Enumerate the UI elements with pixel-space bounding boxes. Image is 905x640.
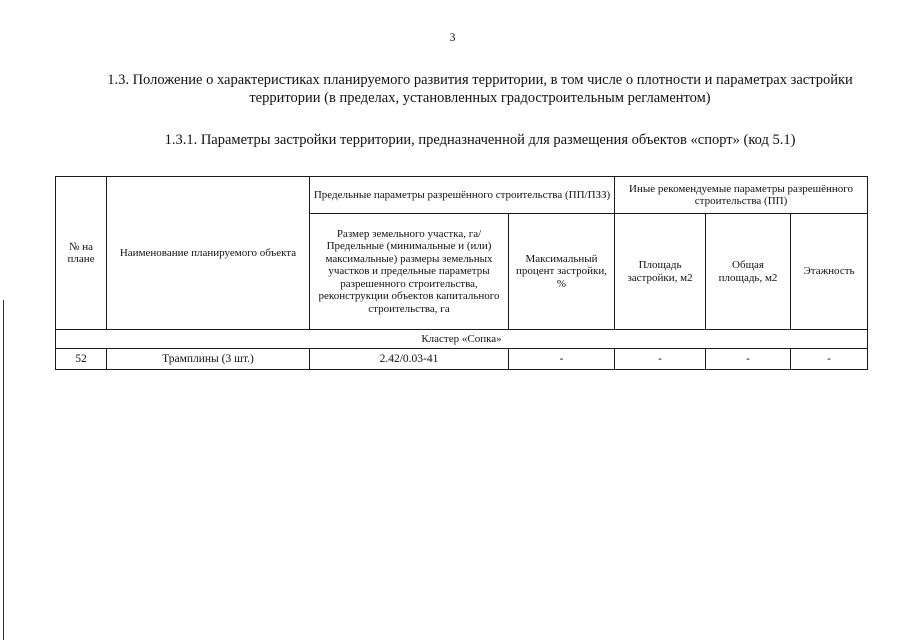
cell-plan-no: 52: [56, 349, 107, 370]
cluster-label: Кластер «Сопка»: [56, 330, 868, 349]
page-number: 3: [449, 30, 456, 44]
header-plan-no: № на плане: [56, 177, 107, 330]
cell-floors: -: [791, 349, 868, 370]
parameters-table: [55, 176, 868, 370]
cell-land-size: 2.42/0.03-41: [310, 349, 509, 370]
header-land-size: Размер земельного участка, га/ Предельные (минимальные и (или) максимальные) размеры земельных участков и предельные параметры разрешенного строительства, реконструкции объектов капитального строительства, га: [310, 214, 509, 330]
section-heading: 1.3. Положение о характеристиках планируемого развития территории, в том числе о плотности и параметрах застройки территории (в пределах, установленных градостроительным регламентом): [107, 72, 853, 106]
cell-object-name: Трамплины (3 шт.): [107, 349, 310, 370]
header-object-name: Наименование планируемого объекта: [107, 177, 310, 330]
cell-build-area: -: [615, 349, 706, 370]
header-limit-params: Предельные параметры разрешённого строительства (ПП/ПЗЗ): [310, 177, 615, 214]
subsection-heading: 1.3.1. Параметры застройки территории, предназначенной для размещения объектов «спорт» (код 5.1): [164, 132, 796, 148]
header-total-area: Общая площадь, м2: [706, 214, 791, 330]
cell-total-area: -: [706, 349, 791, 370]
header-row-1: [56, 177, 868, 214]
margin-line: [3, 300, 4, 640]
cell-max-percent: -: [509, 349, 615, 370]
header-max-percent: Максимальный процент застройки, %: [509, 214, 615, 330]
cluster-row: [56, 330, 868, 349]
header-build-area: Площадь застройки, м2: [615, 214, 706, 330]
header-floors: Этажность: [791, 214, 868, 330]
table-row: [56, 349, 868, 370]
header-other-params: Иные рекомендуемые параметры разрешённого строительства (ПП): [615, 177, 868, 214]
